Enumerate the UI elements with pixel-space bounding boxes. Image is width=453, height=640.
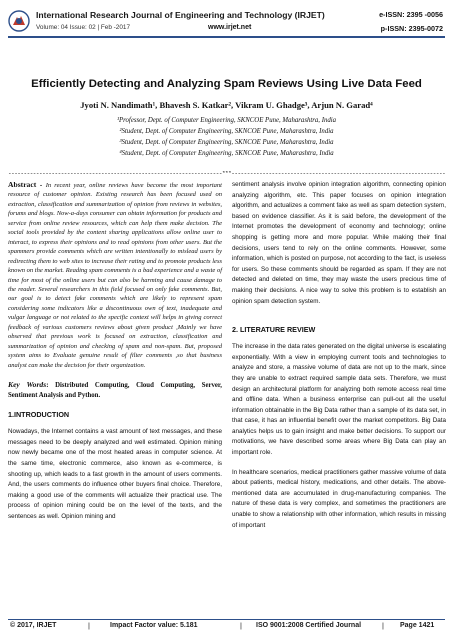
intro-text: Nowadays, the Internet contains a vast amount of text messages, and these messages need to be deeply analyzed and well estimated. Opinion mining now newly became one of the most heated areas in computer science. At the same time, electronic commerce, also known as e-commerce, is shooting up, which leads to a fast growth in the amount of users comments. And, the users comments do influence other buyers final choice. Therefore, making a good use of the comments will actualize their practical use. The process of opinion mining could be on the level of the texts, and the sentences as well. Opinion mining and xyxy=(8,428,222,520)
journal-header xyxy=(0,8,453,42)
journal-logo-icon xyxy=(8,10,30,32)
keywords-text: : Distributed Computing, Cloud Computing, Server, Sentiment Analysis and Python. xyxy=(8,382,222,399)
footer-impact-factor: Impact Factor value: 5.181 xyxy=(110,622,198,629)
affiliation-2: ²Student, Dept. of Computer Engineering, SKNCOE Pune, Maharashtra, India xyxy=(119,128,334,135)
left-column xyxy=(8,180,222,523)
header-rule xyxy=(8,36,445,38)
paper-title: Efficiently Detecting and Analyzing Spam Reviews Using Live Data Feed xyxy=(31,78,422,90)
literature-review-para-2: In healthcare scenarios, medical practitioners gather massive volume of data about patients, medical history, medications, and other details. The above-mentioned data are accumulated in drug-manufacturing companies. The nature of these data is very complex, and sometimes the practitioners are unable to show a relationship with other information, which results in missing of important xyxy=(232,468,446,529)
literature-review-heading: 2. LITERATURE REVIEW xyxy=(232,325,316,335)
footer-page-number: Page 1421 xyxy=(400,622,435,629)
p-issn: p-ISSN: 2395-0072 xyxy=(380,24,443,33)
e-issn: e-ISSN: 2395 -0056 xyxy=(379,10,443,19)
keywords xyxy=(8,380,222,400)
section-divider: ---------------------------------------------------------------------***--------------------------------------------------------------------- xyxy=(8,171,445,177)
keywords-label: Key Words xyxy=(8,380,47,390)
journal-title: International Research Journal of Engineering and Technology (IRJET) xyxy=(36,10,325,20)
literature-review-para-1: The increase in the data rates generated on the digital universe is escalating exponentially. With a view in employing current tools and technologies to analyze and store, a massive volume of data are not up to the mark, since they are unable to extract required sample data sets. Therefore, we must design an architectural platform for analyzing both remote access real time and offline data. When a business enterprise can pull-out all the useful information obtainable in the Big Data rather than a sample of its data set, in that case, it has an influential benefit over the market competitors. Big Data analytics helps us to gain insight and make better decisions. To support our motivations, we have described some areas where Big Data can play an important role. xyxy=(232,343,446,457)
footer-separator: | xyxy=(382,621,384,630)
intro-continuation: sentiment analysis involve opinion integration algorithm, connecting opinion analyzing algorithm, etc. This paper focuses on opinion integration algorithm, and actualizes a comment fake as well as spam detection system, based on evidence classifier. As it is said before, the development of the Internet promotes the development of economy and technology; online shopping is getting more and more popular. While making their final decisions, users tend to rely on the online comments. However, some information, which is posted on purpose, not according to the fact, is useless for users. So these comments should be regarded as spam. If they are not detected and deleted on time, they may waste the users precious time of making their decisions. A nice way to solve this problem is to establish an opinion spam detection system. xyxy=(232,181,446,305)
affiliation-3: ³Student, Dept. of Computer Engineering, SKNCOE Pune, Maharashtra, India xyxy=(119,139,334,146)
author-list: Jyoti N. Nandimath¹, Bhavesh S. Katkar², Vikram U. Ghadge³, Arjun N. Garad⁴ xyxy=(80,100,373,110)
footer-separator: | xyxy=(240,621,242,630)
journal-website-link[interactable]: www.irjet.net xyxy=(208,24,252,31)
intro-heading: 1.INTRODUCTION xyxy=(8,410,70,420)
volume-info: Volume: 04 Issue: 02 | Feb -2017 xyxy=(36,24,131,31)
footer-copyright: © 2017, IRJET xyxy=(10,622,57,629)
footer-iso: ISO 9001:2008 Certified Journal xyxy=(256,622,362,629)
affiliation-1: ¹Professor, Dept. of Computer Engineering, SKNCOE Pune, Maharashtra, India xyxy=(116,117,337,124)
abstract-text: In recent year, online reviews have become the most important resource of customer opinion. Existing research has been focused used on extraction, classification and summarization of opinion from reviews in websites, forums and blogs. Now-a-days consumer can obtain information for products and service from online review resources, which can help them make decision. The social tools provided by the content sharing applications allow online user to interact, to express their opinions and to read opinions from other users. But the spammers provide comments which are written intentionally to mislead users by redirecting them to web sites to increase their rating and to promote products less known on the market. Reading spam comments is a bad experience and a waste of time for most of the online users but can also be harming and cause damage to the reader. Several researchers in this field focused on only fake comments. But, our goal is to detect fake comments which are likely to represent spam considering some indicators like a discontinuous own of text, inadequate and vulgar language or not related to the specific context will helps in giving correct feedback of various customers reviews about given product ,Mainly we have observed that previous work is focused on extraction, classification and summarization of opinion and checking of spam and non-spam. But, proposed system aims to Evaluate genuine result of filter comments ,so that business analyst can make the decision for their organization. xyxy=(8,182,222,369)
footer-separator: | xyxy=(88,621,90,630)
abstract-label: Abstract - xyxy=(8,180,46,189)
abstract xyxy=(8,180,222,370)
affiliation-4: ⁴Student, Dept. of Computer Engineering, SKNCOE Pune, Maharashtra, India xyxy=(119,150,334,157)
footer-rule xyxy=(8,619,445,620)
right-column xyxy=(232,180,446,531)
